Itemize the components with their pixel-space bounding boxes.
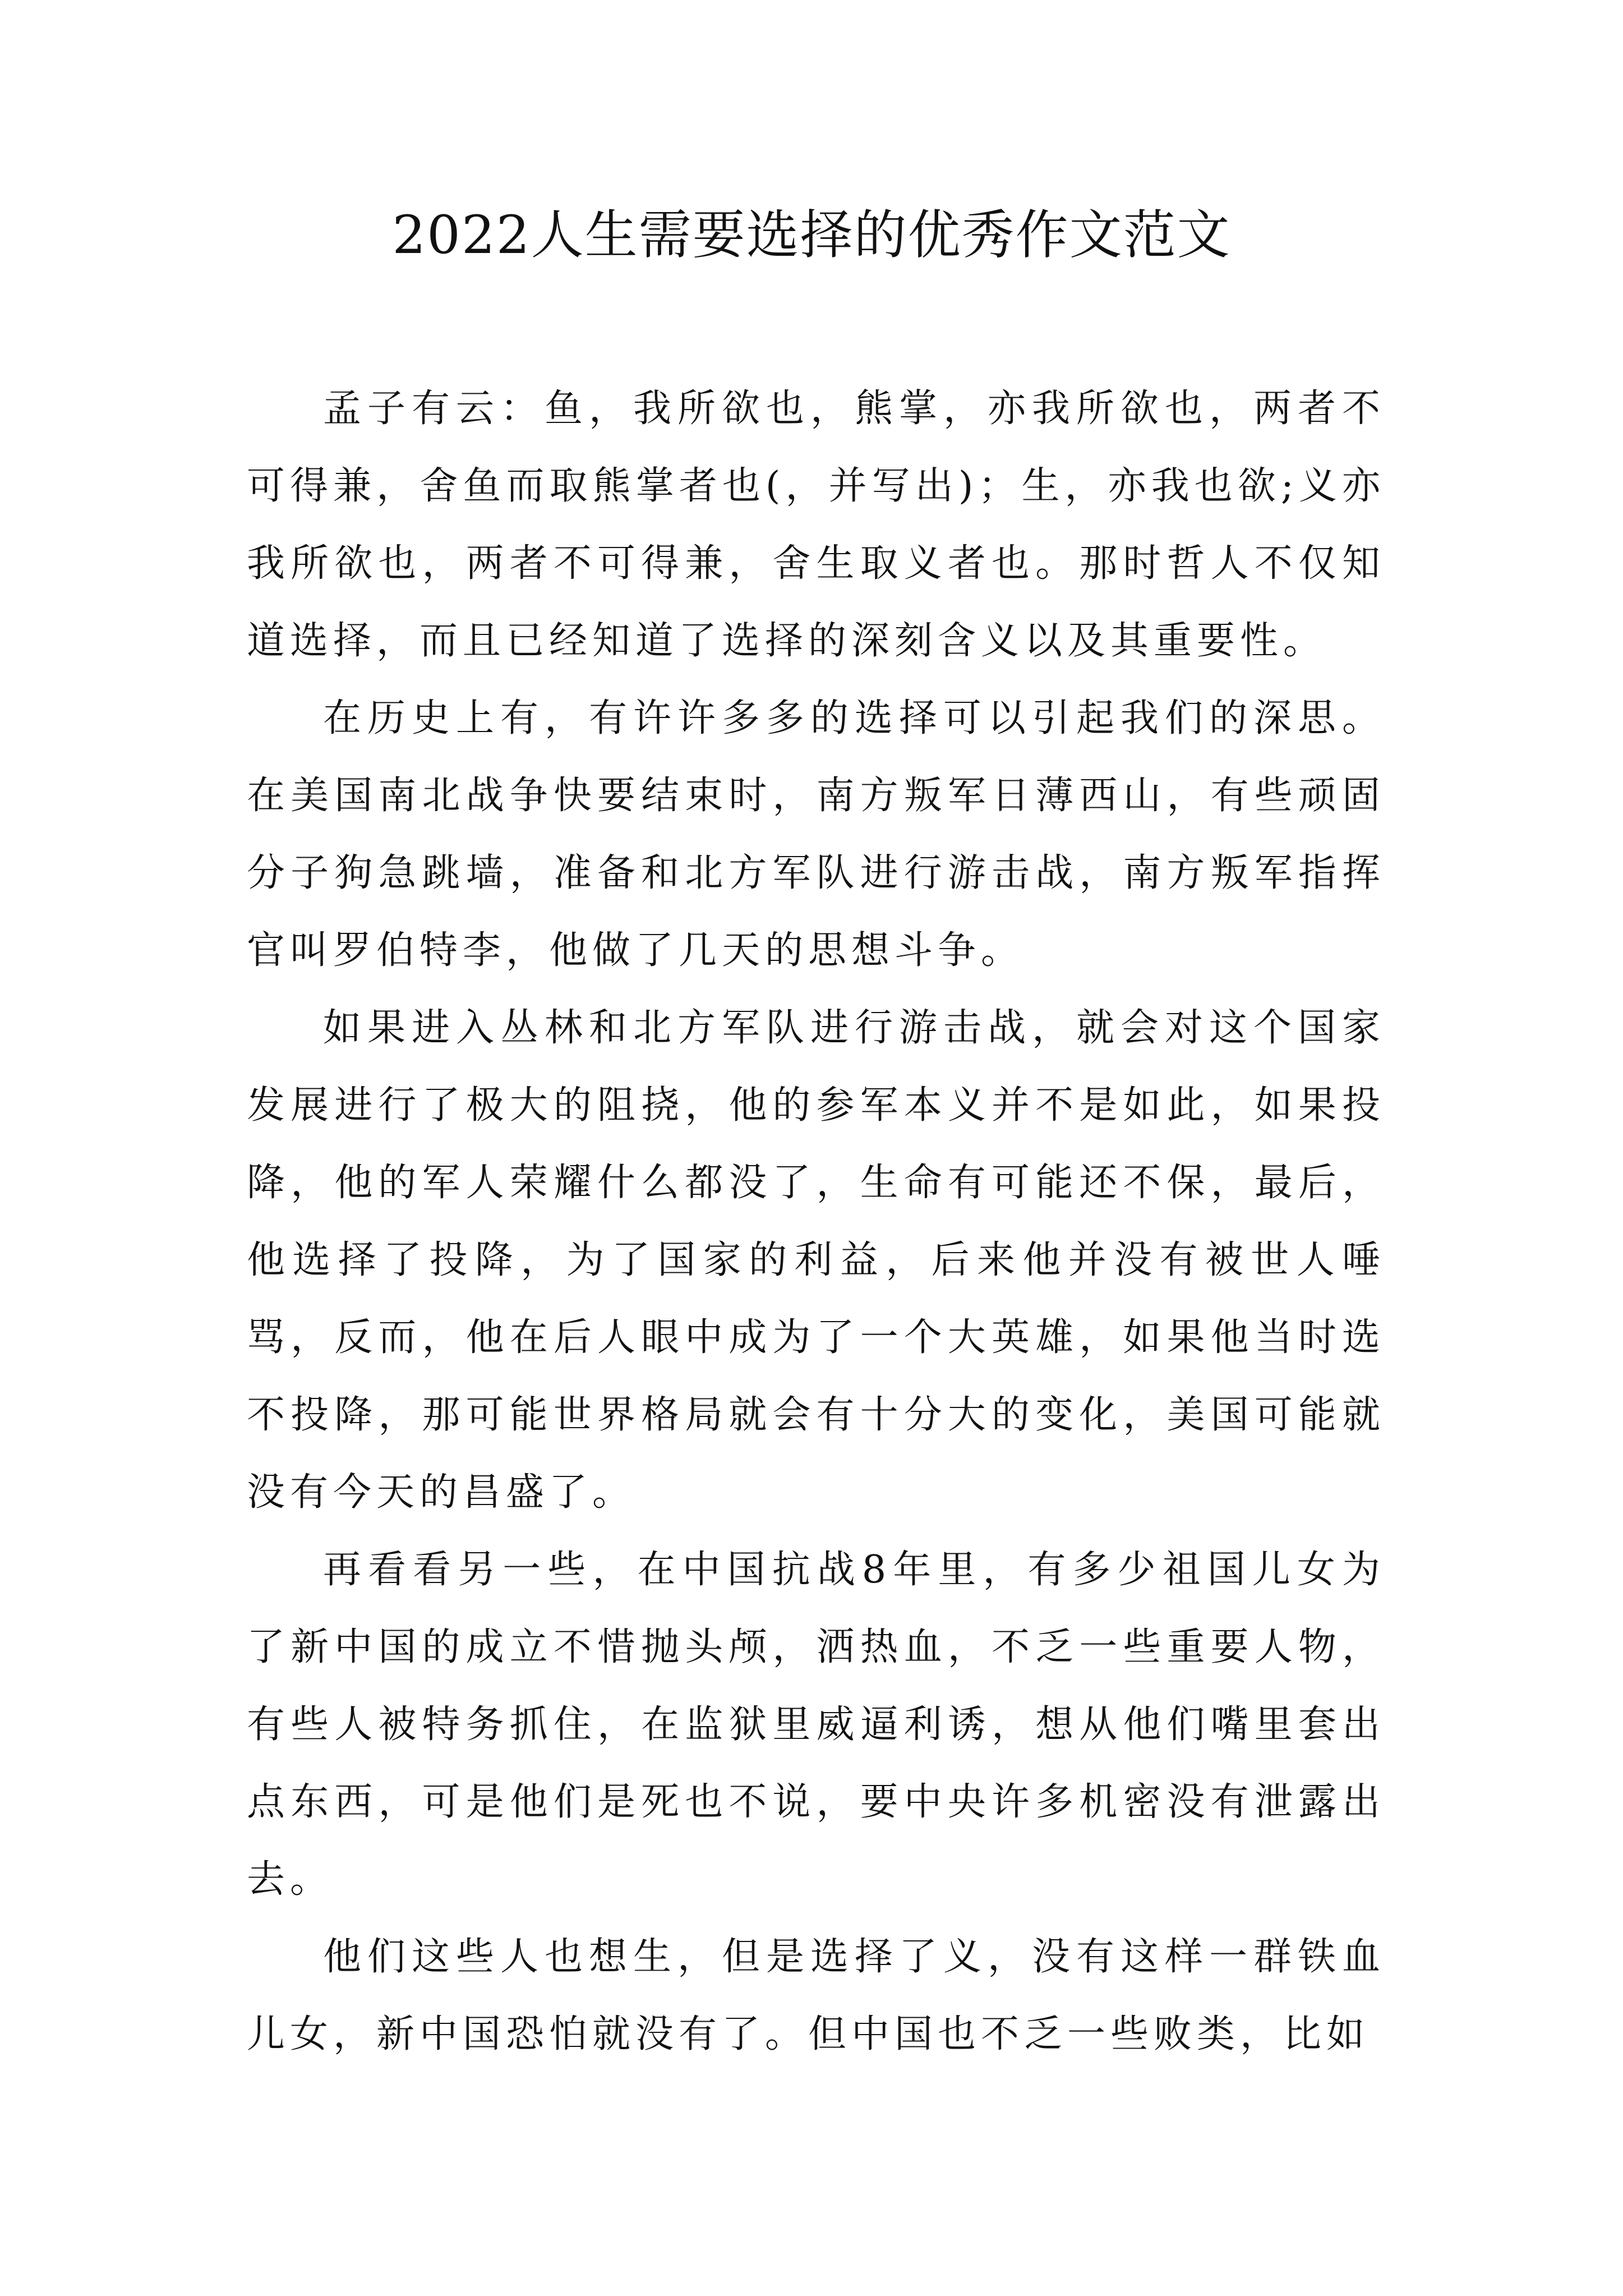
page-title: 2022人生需要选择的优秀作文范文 <box>392 205 1231 266</box>
paragraph-2: 在历史上有，有许许多多的选择可以引起我们的深思。在美国南北战争快要结束时，南方叛军日薄西山，有些顽固分子狗急跳墙，准备和北方军队进行游击战，南方叛军指挥官叫罗伯特李，他做了几天的思想斗争。 <box>247 696 1385 973</box>
document-body <box>247 370 1385 2073</box>
paragraph-3: 如果进入丛林和北方军队进行游击战，就会对这个国家发展进行了极大的阻挠，他的参军本义并不是如此，如果投降，他的军人荣耀什么都没了，生命有可能还不保，最后，他选择了投降，为了国家的利益，后来他并没有被世人唾骂，反而，他在后人眼中成为了一个大英雄，如果他当时选不投降，那可能世界格局就会有十分大的变化，美国可能就没有今天的昌盛了。 <box>247 1006 1385 1515</box>
paragraph-5: 他们这些人也想生，但是选择了义，没有这样一群铁血儿女，新中国恐怕就没有了。但中国也不乏一些败类，比如 <box>247 1935 1385 2056</box>
paragraph-1: 孟子有云：鱼，我所欲也，熊掌，亦我所欲也，两者不可得兼，舍鱼而取熊掌者也(，并写出)；生，亦我也欲;义亦我所欲也，两者不可得兼，舍生取义者也。那时哲人不仅知道选择，而且已经知道了选择的深刻含义以及其重要性。 <box>247 386 1385 663</box>
paragraph-4: 再看看另一些，在中国抗战8年里，有多少祖国儿女为了新中国的成立不惜抛头颅，洒热血，不乏一些重要人物，有些人被特务抓住，在监狱里威逼利诱，想从他们嘴里套出点东西，可是他们是死也不说，要中央许多机密没有泄露出去。 <box>247 1548 1385 1902</box>
